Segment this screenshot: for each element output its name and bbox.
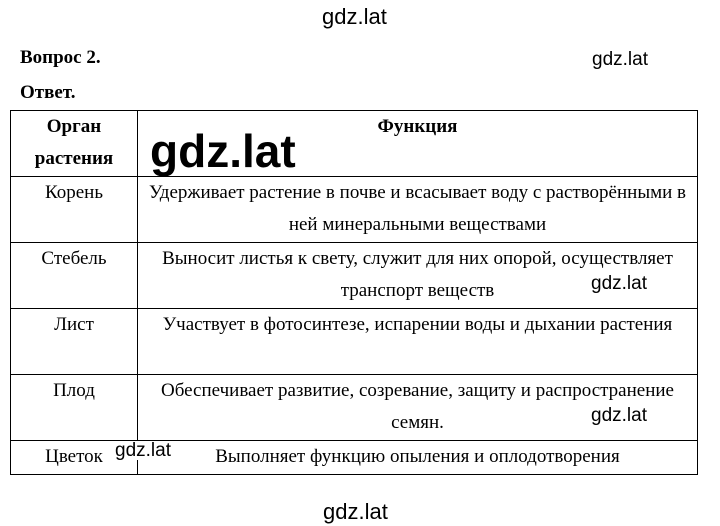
table-row <box>11 441 698 475</box>
watermark-row: gdz.lat <box>591 405 647 426</box>
table-row <box>11 177 698 243</box>
answer-title: Ответ. <box>20 82 76 103</box>
watermark-row: gdz.lat <box>591 273 647 294</box>
function-cell: Выполняет функцию опыления и оплодотворения <box>138 441 698 475</box>
header-function: Функция <box>138 111 698 177</box>
table-row <box>11 309 698 375</box>
function-cell: Обеспечивает развитие, созревание, защиту и распространение семян. <box>138 375 698 441</box>
function-cell: Участвует в фотосинтезе, испарении воды и дыхании растения <box>138 309 698 375</box>
function-cell: Удерживает растение в почве и всасывает воду с растворёнными в ней минеральными веществами <box>138 177 698 243</box>
organ-cell: Цветок <box>11 441 138 475</box>
watermark-row: gdz.lat <box>115 440 171 461</box>
watermark-right: gdz.lat <box>592 49 648 70</box>
header-organ: Орган растения <box>11 111 138 177</box>
watermark-bottom: gdz.lat <box>323 499 388 524</box>
watermark-large: gdz.lat <box>150 125 296 177</box>
question-title: Вопрос 2. <box>20 47 101 68</box>
organ-cell: Корень <box>11 177 138 243</box>
organ-cell: Лист <box>11 309 138 375</box>
function-cell: Выносит листья к свету, служит для них опорой, осуществляет транспорт веществ <box>138 243 698 309</box>
watermark-top: gdz.lat <box>322 4 387 29</box>
organ-cell: Стебель <box>11 243 138 309</box>
organ-cell: Плод <box>11 375 138 441</box>
table-header-row <box>11 111 698 177</box>
